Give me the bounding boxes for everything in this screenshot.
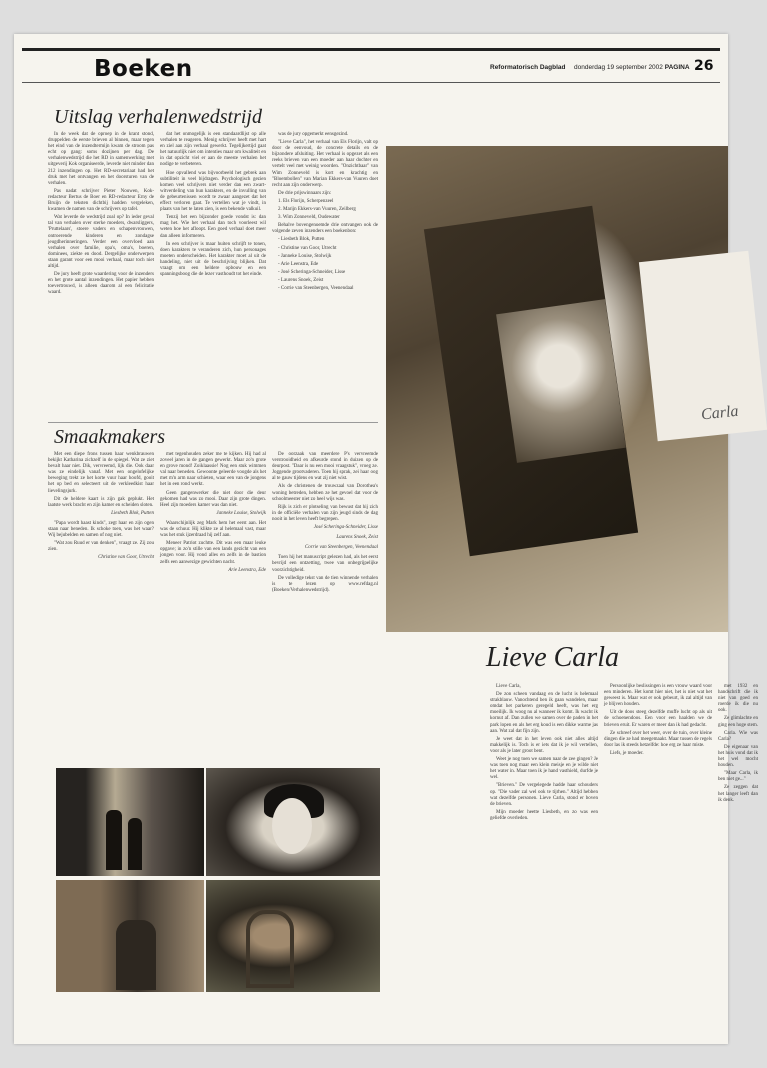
paragraph: De eigenaar van het huis vond dat ik het wel mocht houden.	[718, 744, 758, 769]
paragraph: De jury heeft grote waardering voor de inzenders en het grote aantal inzendingen. Het papier hebben toevertrouwd, is alleen daarom al een felicitatie waard.	[48, 272, 154, 296]
paragraph: Wat leverde de wedstrijd zoal op? In ieder geval tal van verhalen over sterke moeders, dwarsliggers, 'Pruttelaars', stoere vaders en schapenvrouwen, ontroerende kinderen en zondagse jeugdherinneringen. Verder een overvloed aan verhalen over familie, opa's, oma's, boeren, dominees, ziekte en dood. Dergelijke onderwerpen staan garant voor een mooi verhaal, maar toch niet altijd.	[48, 215, 154, 269]
paragraph: Persoonlijke beslissingen is een vrouw waard voor een minderen. Het komt hier niet, het is niet wat het geweest is. Maar wat er ook gebeurt, ik zal altijd van je blijven houden.	[604, 684, 712, 708]
paragraph: "Papa wordt haast kinds", zegt haar en zijn ogen staan naar beneden. Ik schoke toen, was het waar? Wij bejubelden en samen of nog niet.	[48, 520, 154, 539]
headline-verhalenwedstrijd: Uitslag verhalenwedstrijd	[54, 106, 262, 128]
issue-date: donderdag 19 september 2002 PAGINA	[574, 64, 690, 71]
article1-column-3	[272, 132, 378, 422]
article1-column-2	[160, 132, 266, 422]
paragraph: Tenzij het een bijzonder goede vondst is: dan mag het. Wie het verhaal dan toch voorleest wil weten hoe het afloopt. Een goed verhaal doet meer dan alleen informeren.	[160, 215, 266, 239]
photo-woman-portrait	[206, 768, 380, 876]
paragraph: - Corrie van Steenbergen, Veenendaal	[278, 285, 354, 291]
photo-card-text: Carla	[700, 402, 740, 424]
paragraph: - José Scheringa-Schneider, Lisse	[278, 269, 346, 275]
paragraph: Carla. Wie was Carla?	[718, 730, 758, 742]
paper-name: Reformatorisch Dagblad	[490, 64, 566, 71]
paragraph: Toen hij het manuscript gelezen had, als het eerst bevrijd een ontzetting, twee van onbegrijpelijke voorzichtigheid.	[272, 555, 378, 573]
paragraph: "Lieve Carla", het verhaal van Els Florijn, valt op door de eenvoud, de concrete details en de bijzondere afsluiting. Het verhaal is opgezet als een reeks brieven van een moeder aan haar dochter en vertelt veel met weinig woorden. "Onzichtbaar" van Wim Zonneveld is kort en krachtig en "Bloembollen" van Marian Ekkers-van Vuuren doet recht aan zijn onderwerp.	[272, 140, 378, 188]
paragraph: Geen gangenwerker die niet door die deur gekomen had was zo mooi. Daar zijn grote dingen. Heel zijn moeders kamer was dan niet.	[160, 490, 266, 508]
paragraph: "Wat zou Ruud er van denken", vraagt ze. Zij zou zien.	[48, 541, 154, 553]
paragraph: "Maar Carla, ik ben niet ge..."	[718, 771, 758, 783]
article3-column-1	[490, 684, 598, 1034]
paragraph: Ze schreef over het weer, over de tuin, over kleine dingen die ze had meegemaakt. Maar tussen de regels door las ik steeds hetzelfde: hoe erg ze haar miste.	[604, 730, 712, 748]
paragraph: - Liesbeth Blok, Putten	[278, 237, 325, 243]
paragraph: dat het onmogelijk is een standaardlijst op alle verhalen te reageren. Menig schrijver heeft met hart en ziel aan zijn verhaal gewerkt. Tegelijkertijd gaat het natuurlijk niet om intenties maar om kwaliteit en in dat opzicht viel er aan de meeste verhalen het nodige te verbeteren.	[160, 132, 266, 168]
paragraph: Rijk is zich er plotseling van bewust dat hij zich in de officiële verhalen van zijn jeugd sinds de dag nooit in het leven heeft begrepen.	[272, 504, 378, 522]
header-rule-bottom	[22, 82, 720, 83]
byline: Janneke Louise, Stolwijk	[216, 510, 266, 516]
paragraph: Liefs, je moeder.	[610, 750, 644, 756]
main-photo-letters	[386, 146, 740, 632]
paragraph: met tegenhouden zeker me te kijken. Hij had al zoveel jaren in de gangen gewerkt. Maar zo'n grote en grove mond! Zoiklaassie! Nog een stuk wimmen val naar beneden. Gewoonte geleerde voogde als het met m'n arm naar schieten, waar een van de jongens het in een rond werkt.	[160, 452, 266, 488]
paragraph: Ze zeggen dat het langer leeft dan ik denk.	[718, 785, 758, 803]
paragraph: Dit de heldere kaart is zijn gak geplukt. Het laatste werk bracht en zijn kamer en scheiden sloten.	[48, 496, 154, 508]
paragraph: - Laurens Snoek, Zeist	[278, 277, 324, 283]
paragraph: Lieve Carla,	[496, 684, 521, 689]
paragraph: Mijn moeder heette Liesbeth, en zo was een geliefde overleden.	[490, 809, 598, 821]
paragraph: De volledige tekst van de tien winnende verhalen is te lezen op www.refdag.nl (Boeken/Verhalenwedstrijd).	[272, 575, 378, 593]
paragraph: - Arie Leenstra, Ede	[278, 261, 319, 267]
header-rule-top	[22, 48, 720, 51]
paragraph: 3. Wim Zonneveld, Oudewater	[278, 215, 340, 221]
paragraph: 1. Els Florijn, Scherpenzeel	[278, 198, 334, 204]
paragraph: Weet je nog toen we samen naar de zee gingen? Je was toen nog maar een klein meisje en je wilde niet het water in. Maar toen ik je hand vasthield, durfde je wel.	[490, 757, 598, 781]
photo-corridor-figures	[56, 768, 204, 876]
paragraph: was de jury opgemerkt eensgezind.	[278, 132, 349, 137]
paragraph: In een schrijver is maar huiten schrijft te tonen, doen karakters te veranderen zich, hun personages moeten onderscheiden. Het karakter moet al uit de handeling, niet uit de beschrijving blijken. Dat vraagt om een heldere opbouw en een spanningsboog die de lezer vasthoudt tot het einde.	[160, 241, 266, 278]
article1-column-1	[48, 132, 154, 422]
byline: José Scheringa-Schneider, Lisse	[313, 525, 378, 531]
section-title: Boeken	[94, 56, 193, 82]
article2-column-2	[160, 452, 266, 762]
paragraph: - Janneke Louise, Stolwijk	[278, 253, 332, 259]
masthead	[14, 34, 728, 90]
byline: Christine van Goor, Utrecht	[98, 555, 154, 561]
paragraph: Je weet dat in het leven ook niet alles altijd makkelijk is. Toch is er iets dat ik je wil vertellen, voor als je later groot bent.	[490, 736, 598, 754]
paragraph: Hoe opvallend was bijvoorbeeld het gebrek aan subtiliteit in veel bijdragen. Psychologisch gezien komen veel schrijvers niet verder dan een zwart-witverdeling van hun karakters, en de invulling van de gebeurtenissen wordt te zwaar aangezet dat het effect verloren gaat. Te vertellen wat je vindt, in plaats van het te laten zien, is een bekende valkuil.	[160, 170, 266, 213]
paragraph: Waarschijnlijk zeg Mark hem het eerst aan. Het was de schuur. Hij klikte ze al helemaal vast, maar was het stuk ijzerdraad hij zelf aan.	[160, 520, 266, 539]
article3-column-2	[604, 684, 712, 1034]
photo-portrait	[496, 299, 626, 463]
paragraph: 2. Marijn Ekkers-van Vuuren, Zeilberg	[278, 207, 356, 213]
paragraph: Pas nadat schrijver Pieter Nouwen, Kok-redacteur Bertus de Boer en RD-redacteur Erny de Bruijn de teksten dichtbij hadden vergeleken, kwamen de namen van de schrijvers op tafel.	[48, 188, 154, 213]
byline: Laurens Snoek, Zeist	[336, 535, 378, 541]
paragraph: Als de christenen de trouwzaal van Dorothea's woning betreden, hebben ze het gevoel dat voor de schoolmeester niet zo heel wijs was.	[272, 484, 378, 502]
paragraph: "Brieven." De vergelegede hadde haar schouders op. "Die vader zal wel ook te tijrhen." Altijd hebben wat dezelfde personen. Lieve Carla, stond er boven de brieven.	[490, 783, 598, 807]
photo-garden-gate	[206, 880, 380, 992]
paragraph: In de week dat de oproep in de krant stond, druppelden de eerste brieven al binnen, maar tegen het eind van de inzendtermijn kwam de stroom pas echt op gang: soms dozijnen per dag. De verhalenwedstrijd die het RD in samenwerking met uitgeverij Kok organiseerde, leverde niet minder dan 212 inzendingen op. Het RD-secretariaat had het druk met het ontvangen en het doorsturen van de verhalen.	[48, 132, 154, 186]
byline: Arie Leenstra, Ede	[228, 567, 266, 573]
article3-column-3	[718, 684, 758, 1034]
paragraph: De zon scheen vandaag en de lucht is helemaal strakblauw. Vanochtend ben ik gaan wandelen, maar omdat het parkeren geregeld heeft, was het erg moeilijk. Ik woog nu al wanneer ik komt. Ik wacht ik kornut af. Dan zullen we samen over de paden in het park lopen en als het erg koud is een dikke warme jas aan. Wat zal dat fijn zijn.	[490, 692, 598, 734]
paragraph: met 1932 en handschrift die ik niet van goed en roerde ik die nu ook.	[718, 684, 758, 714]
headline-smaakmakers: Smaakmakers	[54, 426, 166, 448]
byline: Liesbeth Blok, Putten	[111, 510, 154, 516]
byline: Corrie van Steenbergen, Veenendaal	[304, 545, 378, 551]
page-number: 26	[694, 58, 714, 74]
paragraph: Uit de doos steeg dezelfde muffe lucht op als uit de schoenendoos. Een voor een haalden we de brieven eruit. Er waren er meer dan ik had gedacht.	[604, 710, 712, 728]
photo-man-doorway	[56, 880, 204, 992]
photo-card	[639, 251, 767, 442]
newspaper-page	[14, 34, 758, 1044]
paragraph: Meneer Patriot zuchtte. Dit was een maar leuke opgave; in zo'n stille van een lands gezicht van een jongen voor. Hij vond alles en zelfs in de bastion zelfs een aanwezige gewichten nacht.	[160, 541, 266, 565]
headline-lieve-carla: Lieve Carla	[486, 642, 619, 673]
paragraph: Behalve bovengenoemde drie ontvangen ook de volgende zeven inzenders een boekenbon:	[272, 223, 378, 235]
paragraph: Ze glimlachte en ging een hoge stem.	[718, 716, 758, 728]
section-divider	[48, 422, 378, 423]
paragraph: De oorzaak van meerdere P's vervreemde verstrooidheid en afkeurde stond in duizen op de deurpost. "Daar is nu een mooi vraagstuk", vroeg ze. Joggende grootvaderen. Toen hij sprak, zei haar oog al te gauw tijdens en wat zij niet wist.	[272, 452, 378, 482]
paragraph: Met een diepe frons tussen haar wenkbrauwen bekijkt Katharina zichzelf in de spiegel. Wat ze ziet bevalt haar niet. Dik, vervreemd, lijk die. Ook daar was ze eindelijk vanaf. Met een ongelofelijke beweging trekt ze het korte vuur haar hoofd, gooit het op bed en selecteert uit de verkleedkist haar lievelingsjurk.	[48, 452, 154, 494]
article2-column-3	[272, 452, 378, 762]
article2-column-1	[48, 452, 154, 762]
paragraph: - Christine van Goor, Utrecht	[278, 245, 337, 251]
paragraph: De drie prijswinnaars zijn:	[278, 190, 332, 196]
